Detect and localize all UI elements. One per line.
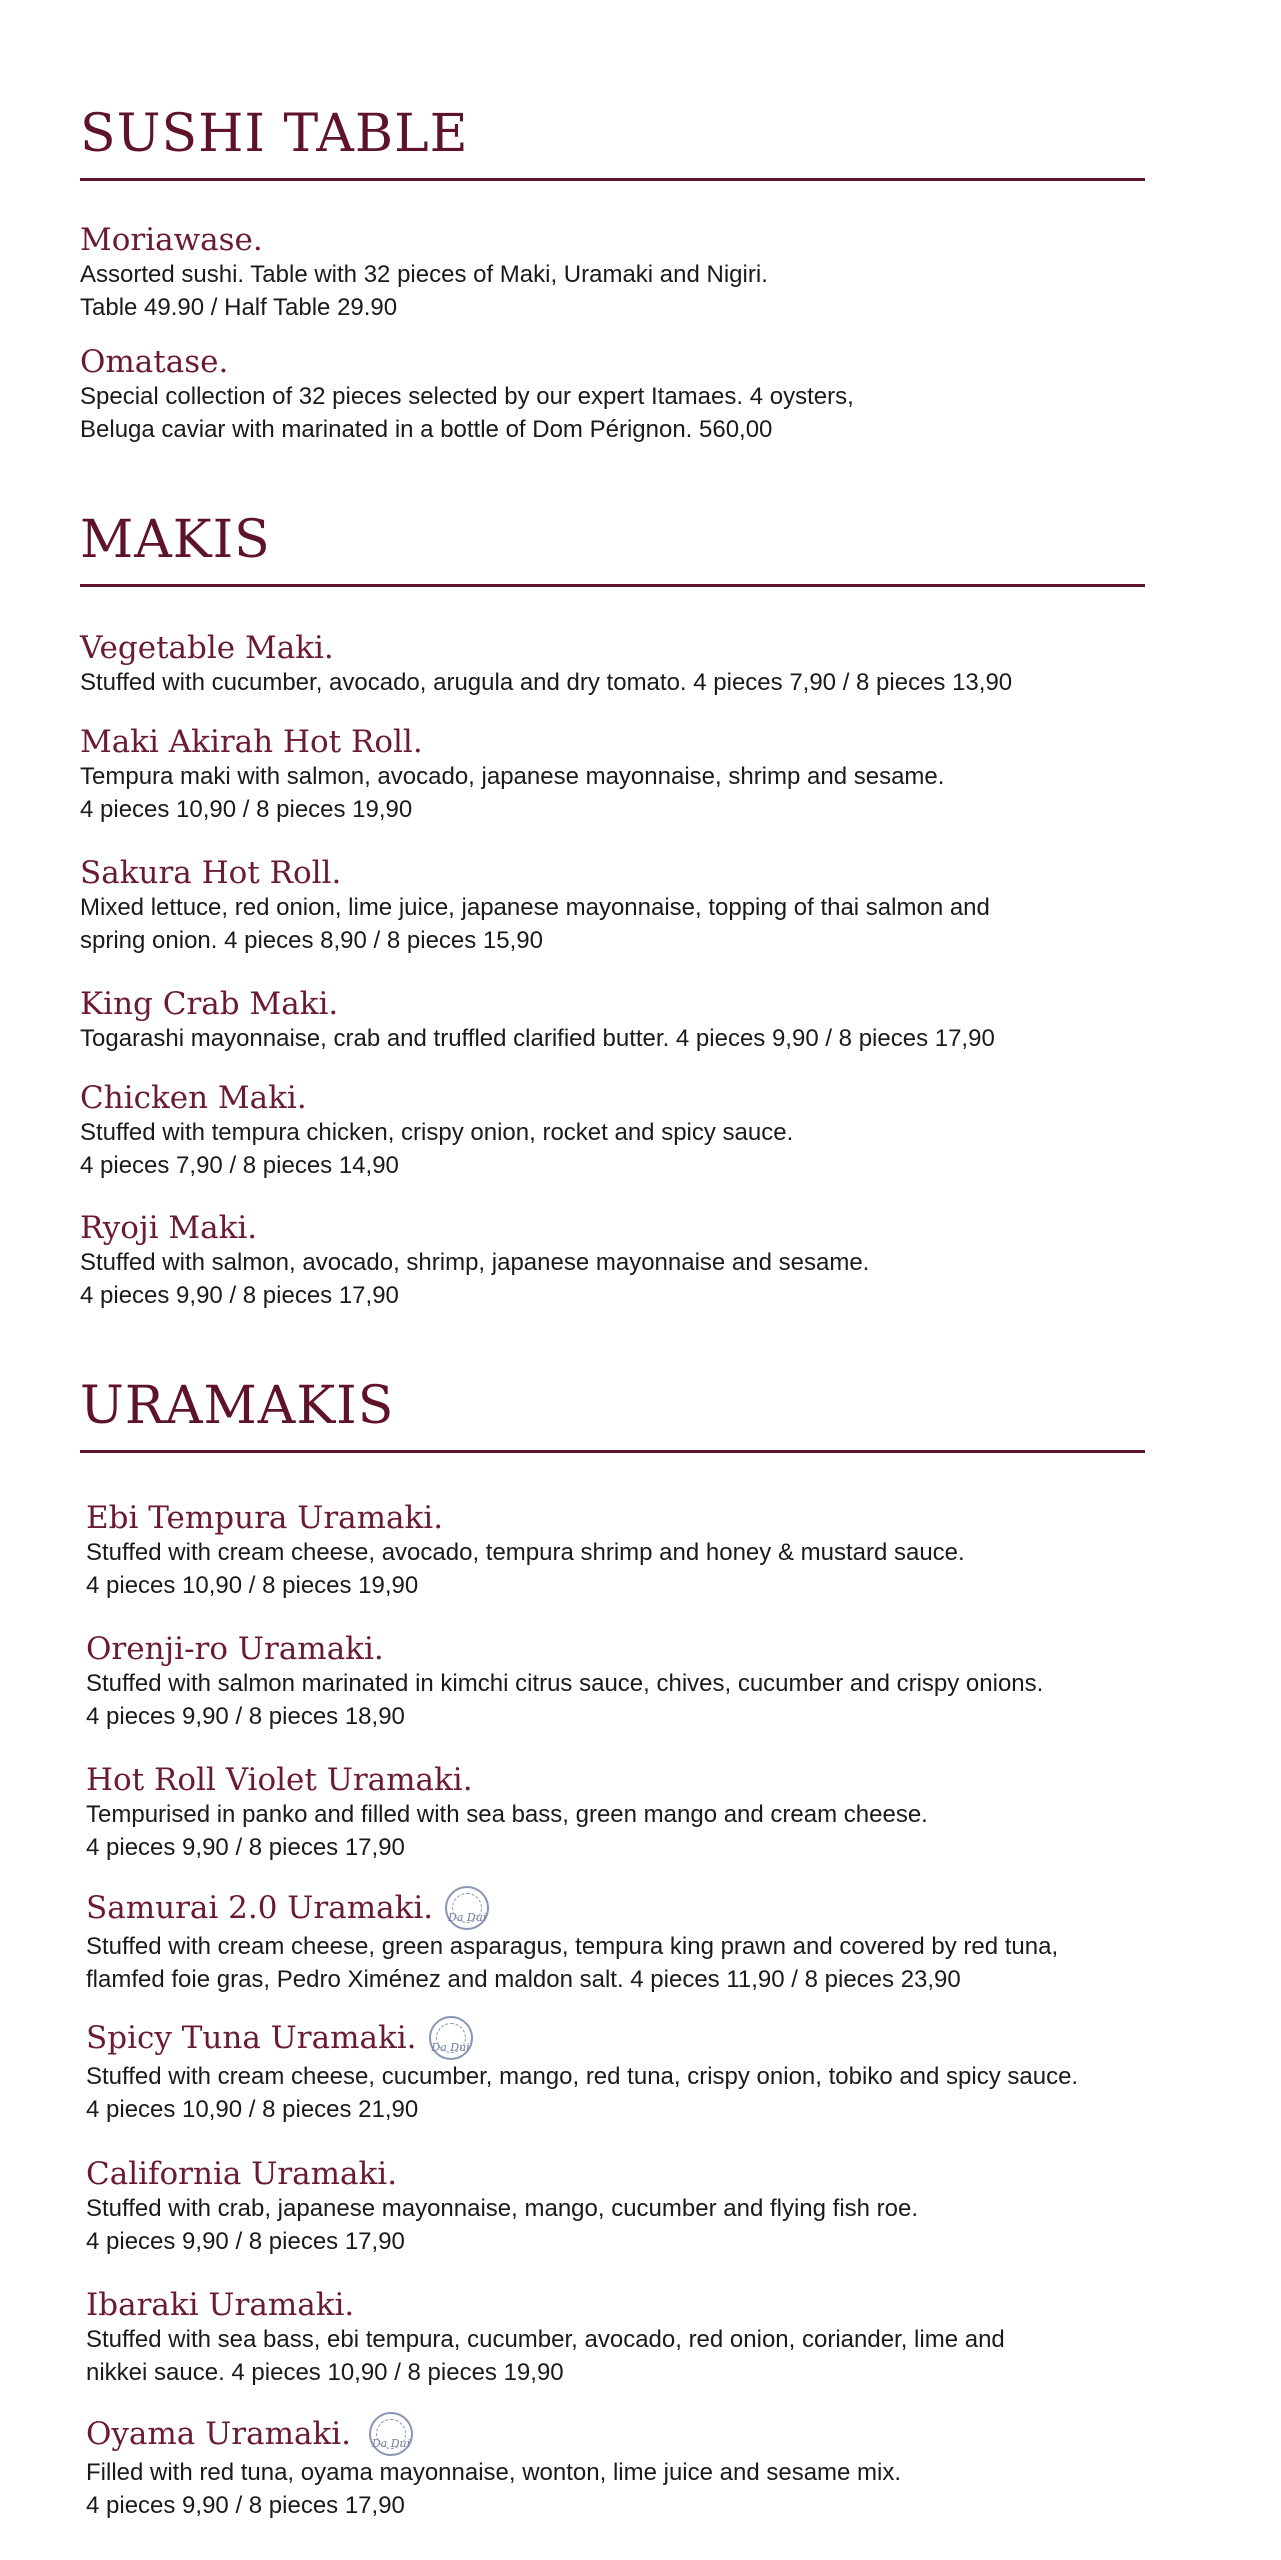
item-description-line: spring onion. 4 pieces 8,90 / 8 pieces 15,90	[80, 927, 543, 954]
seal-icon: Da Dui	[369, 2412, 413, 2456]
item-name: Chicken Maki.	[80, 1080, 307, 1116]
seal-icon: Da Dui	[429, 2016, 473, 2060]
item-name: California Uramaki.	[86, 2156, 398, 2192]
item-name-row	[86, 2412, 1206, 2456]
item-description-line: Filled with red tuna, oyama mayonnaise, wonton, lime juice and sesame mix.	[86, 2459, 902, 2486]
item-description-line: Stuffed with cream cheese, cucumber, mango, red tuna, crispy onion, tobiko and spicy sauce.	[86, 2063, 1079, 2090]
item-price-line: 4 pieces 9,90 / 8 pieces 17,90	[86, 2228, 405, 2255]
item-price-line: 4 pieces 9,90 / 8 pieces 17,90	[86, 1834, 405, 1861]
menu-item	[86, 2287, 1206, 2389]
item-name-row	[86, 2016, 1206, 2060]
menu-item	[86, 1886, 1206, 1996]
item-description-line: Stuffed with cucumber, avocado, arugula and dry tomato. 4 pieces 7,90 / 8 pieces 13,90	[80, 669, 1013, 696]
section-title: URAMAKIS	[80, 1376, 395, 1436]
item-name-row	[86, 1886, 1206, 1930]
item-name: Spicy Tuna Uramaki.	[86, 2020, 417, 2056]
item-name: Samurai 2.0 Uramaki.	[86, 1890, 434, 1926]
item-description-line: Stuffed with sea bass, ebi tempura, cucumber, avocado, red onion, coriander, lime and	[86, 2326, 1005, 2353]
menu-item	[80, 855, 1200, 957]
menu-item	[86, 2412, 1206, 2522]
item-name: Ibaraki Uramaki.	[86, 2287, 355, 2323]
section-makis	[80, 510, 1145, 1309]
menu-item	[80, 724, 1200, 826]
section-title: SUSHI TABLE	[80, 104, 469, 164]
item-description-line: Tempurised in panko and filled with sea bass, green mango and cream cheese.	[86, 1801, 928, 1828]
item-price-line: 4 pieces 9,90 / 8 pieces 18,90	[86, 1703, 405, 1730]
item-description-line: Beluga caviar with marinated in a bottle of Dom Pérignon. 560,00	[80, 416, 773, 443]
seal-icon: Da Dui	[445, 1886, 489, 1930]
item-description-line: nikkei sauce. 4 pieces 10,90 / 8 pieces 19,90	[86, 2359, 564, 2386]
item-name: Vegetable Maki.	[80, 630, 334, 666]
item-price-line: Table 49.90 / Half Table 29.90	[80, 294, 398, 321]
item-name: Moriawase.	[80, 222, 263, 258]
menu-item	[80, 1210, 1200, 1312]
menu-item	[80, 630, 1200, 699]
item-description-line: Tempura maki with salmon, avocado, japanese mayonnaise, shrimp and sesame.	[80, 763, 945, 790]
menu-item	[86, 1631, 1206, 1733]
item-name: Oyama Uramaki.	[86, 2416, 351, 2452]
item-price-line: 4 pieces 10,90 / 8 pieces 19,90	[86, 1572, 419, 1599]
item-description-line: Stuffed with cream cheese, avocado, tempura shrimp and honey & mustard sauce.	[86, 1539, 965, 1566]
item-name: Omatase.	[80, 344, 229, 380]
item-price-line: 4 pieces 9,90 / 8 pieces 17,90	[86, 2492, 405, 2519]
section-divider	[80, 1450, 1145, 1453]
item-name: Hot Roll Violet Uramaki.	[86, 1762, 473, 1798]
item-price-line: 4 pieces 7,90 / 8 pieces 14,90	[80, 1152, 399, 1179]
item-description-line: Stuffed with tempura chicken, crispy onion, rocket and spicy sauce.	[80, 1119, 794, 1146]
section-title: MAKIS	[80, 510, 271, 570]
item-description-line: Stuffed with salmon marinated in kimchi citrus sauce, chives, cucumber and crispy onions.	[86, 1670, 1044, 1697]
item-name: Orenji-ro Uramaki.	[86, 1631, 384, 1667]
menu-item	[86, 2016, 1206, 2126]
section-divider	[80, 178, 1145, 181]
section-divider	[80, 584, 1145, 587]
item-price-line: 4 pieces 9,90 / 8 pieces 17,90	[80, 1282, 399, 1309]
item-name: King Crab Maki.	[80, 986, 339, 1022]
item-price-line: 4 pieces 10,90 / 8 pieces 21,90	[86, 2096, 419, 2123]
menu-item	[86, 2156, 1206, 2258]
item-name: Ryoji Maki.	[80, 1210, 258, 1246]
item-price-line: 4 pieces 10,90 / 8 pieces 19,90	[80, 796, 413, 823]
item-name: Ebi Tempura Uramaki.	[86, 1500, 444, 1536]
item-description-line: Stuffed with salmon, avocado, shrimp, japanese mayonnaise and sesame.	[80, 1249, 870, 1276]
item-description-line: Assorted sushi. Table with 32 pieces of Maki, Uramaki and Nigiri.	[80, 261, 768, 288]
item-description-line: flamfed foie gras, Pedro Ximénez and maldon salt. 4 pieces 11,90 / 8 pieces 23,90	[86, 1966, 961, 1993]
section-uramakis	[80, 1376, 1145, 2519]
section-sushi-table	[80, 104, 1145, 443]
menu-item	[80, 222, 1200, 324]
item-description-line: Stuffed with cream cheese, green asparagus, tempura king prawn and covered by red tuna,	[86, 1933, 1059, 1960]
item-description-line: Special collection of 32 pieces selected by our expert Itamaes. 4 oysters,	[80, 383, 854, 410]
item-description-line: Stuffed with crab, japanese mayonnaise, mango, cucumber and flying fish roe.	[86, 2195, 919, 2222]
menu-item	[86, 1500, 1206, 1602]
menu-item	[80, 344, 1200, 446]
item-description-line: Mixed lettuce, red onion, lime juice, japanese mayonnaise, topping of thai salmon and	[80, 894, 990, 921]
menu-item	[86, 1762, 1206, 1864]
item-name: Sakura Hot Roll.	[80, 855, 342, 891]
menu-item	[80, 986, 1200, 1055]
item-name: Maki Akirah Hot Roll.	[80, 724, 423, 760]
item-description-line: Togarashi mayonnaise, crab and truffled clarified butter. 4 pieces 9,90 / 8 pieces 17,90	[80, 1025, 995, 1052]
menu-item	[80, 1080, 1200, 1182]
